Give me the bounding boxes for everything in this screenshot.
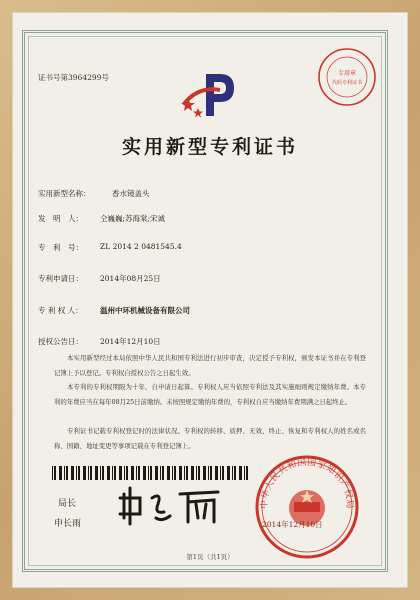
barcode-bar (83, 466, 86, 480)
field-label-patentee: 专 利 权 人： (38, 306, 83, 315)
field-label-inventor: 发 明 人： (38, 214, 83, 223)
page-number: 第1页（共1页） (186, 553, 234, 561)
barcode-bar (167, 466, 170, 480)
barcode-bar (138, 466, 140, 480)
stamp-line-2: 代码专利证书 (331, 80, 363, 86)
field-value-patent-no: ZL 2014 2 0481545.4 (100, 242, 182, 251)
body-paragraph-2: 本专利的专利权期限为十年，自申请日起算。专利权人应当依照专利法及其实施细则规定缴纳年费。本专利的年费应当在每年08月25日前缴纳。未按照规定缴纳年费的，专利权自应当缴纳年费期满之日起终止。 (54, 383, 366, 406)
barcode-bar (143, 466, 146, 480)
barcode-bar (208, 466, 209, 480)
field-value-patentee: 温州中环机械设备有限公司 (100, 306, 190, 315)
barcode-bar (100, 466, 101, 480)
field-label-name: 实用新型名称： (38, 189, 91, 198)
certificate-title: 实用新型专利证书 (121, 136, 298, 158)
barcode-bar (172, 466, 173, 480)
signer-title: 局长 (58, 499, 77, 509)
barcode-bar (174, 466, 176, 480)
barcode-bar (155, 466, 158, 480)
barcode-bar (136, 466, 137, 480)
barcode-bar (78, 466, 80, 480)
barcode-bar (232, 466, 233, 480)
body-paragraph-3: 专利证书记载专利权登记时的法律状况。专利权的转移、质押、无效、终止、恢复和专利权人的姓名或名称、国籍、地址变更等事项记载在专利登记簿上。 (54, 427, 366, 450)
barcode-bar (150, 466, 152, 480)
field-label-grant-date: 授权公告日： (38, 337, 83, 346)
barcode-bar (162, 466, 164, 480)
barcode-bar (220, 466, 221, 480)
barcode-bar (160, 466, 161, 480)
certificate-number: 证书号第3964299号 (38, 73, 109, 82)
barcode-bar (90, 466, 92, 480)
body-paragraph-1: 本实用新型经过本局依照中华人民共和国专利法进行初步审查，决定授予专利权，颁发本证书并在专利登记簿上予以登记。专利权自授权公告之日起生效。 (54, 354, 366, 377)
patent-office-stamp-icon (316, 46, 378, 108)
field-value-filing-date: 2014年08月25日 (100, 274, 161, 283)
barcode-bar (114, 466, 116, 480)
barcode-bar (203, 466, 206, 480)
barcode-bar (59, 466, 62, 480)
field-value-grant-date: 2014年12月10日 (100, 337, 161, 346)
barcode-bar (244, 466, 245, 480)
barcode-bar (227, 466, 230, 480)
field-value-inventor: 仝巍巍;苏海棠;宋诚 (100, 214, 166, 223)
barcode-bar (64, 466, 65, 480)
seal-arc-text: 中华人民共和国国家知识产权局 (259, 457, 355, 510)
field-label-filing-date: 专利申请日： (38, 274, 83, 283)
stamp-line-1: 专用章 (337, 70, 357, 77)
barcode-bar (131, 466, 134, 480)
barcode-bar (107, 466, 110, 480)
barcode-bar (246, 466, 248, 480)
barcode-bar (126, 466, 128, 480)
barcode-bar (95, 466, 98, 480)
national-ip-office-seal-icon (252, 452, 362, 562)
barcode-bar (88, 466, 89, 480)
barcode-bar (52, 466, 53, 480)
barcode-bar (215, 466, 218, 480)
barcode-bar (239, 466, 242, 480)
field-value-name: 香水镜盖头 (112, 189, 150, 198)
barcode-bar (124, 466, 125, 480)
barcode-bar (196, 466, 197, 480)
barcode-bar (112, 466, 113, 480)
barcode-bar (210, 466, 212, 480)
barcode-bar (186, 466, 188, 480)
handwritten-signature-icon (118, 484, 228, 528)
barcode-bar (71, 466, 74, 480)
barcode-bar (191, 466, 194, 480)
barcode-bar (102, 466, 104, 480)
field-label-patent-no: 专 利 号： (38, 243, 83, 252)
barcode-bar (222, 466, 224, 480)
barcode-icon (52, 466, 252, 480)
barcode-bar (234, 466, 236, 480)
barcode-bar (76, 466, 77, 480)
signer-name: 申长雨 (54, 519, 82, 529)
barcode-bar (66, 466, 68, 480)
barcode-bar (148, 466, 149, 480)
barcode-bar (198, 466, 200, 480)
barcode-bar (119, 466, 122, 480)
barcode-bar (179, 466, 182, 480)
barcode-bar (54, 466, 56, 480)
patent-logo-icon (180, 68, 240, 120)
barcode-bar (184, 466, 185, 480)
seal-date: 2014年12月10日 (262, 520, 323, 529)
